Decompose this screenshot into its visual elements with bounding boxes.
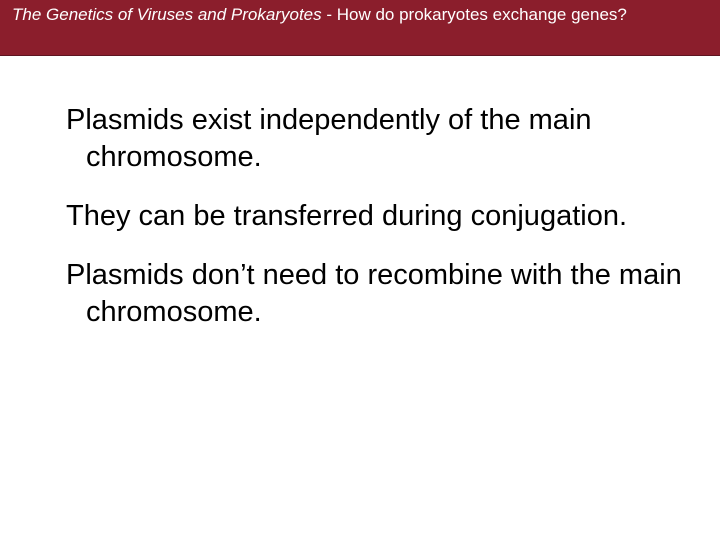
title-question: How do prokaryotes exchange genes? (336, 5, 627, 24)
slide-title (12, 4, 702, 25)
slide-header (0, 0, 720, 56)
point-plasmids-independent: Plasmids exist independently of the main chromosome. (66, 104, 592, 173)
title-separator: - (321, 5, 337, 24)
point-no-recombination: Plasmids don’t need to recombine with the main chromosome. (66, 259, 682, 328)
point-transferred-conjugation: They can be transferred during conjugation. (66, 200, 628, 232)
slide-body (66, 102, 696, 353)
title-topic: The Genetics of Viruses and Prokaryotes (12, 5, 322, 24)
